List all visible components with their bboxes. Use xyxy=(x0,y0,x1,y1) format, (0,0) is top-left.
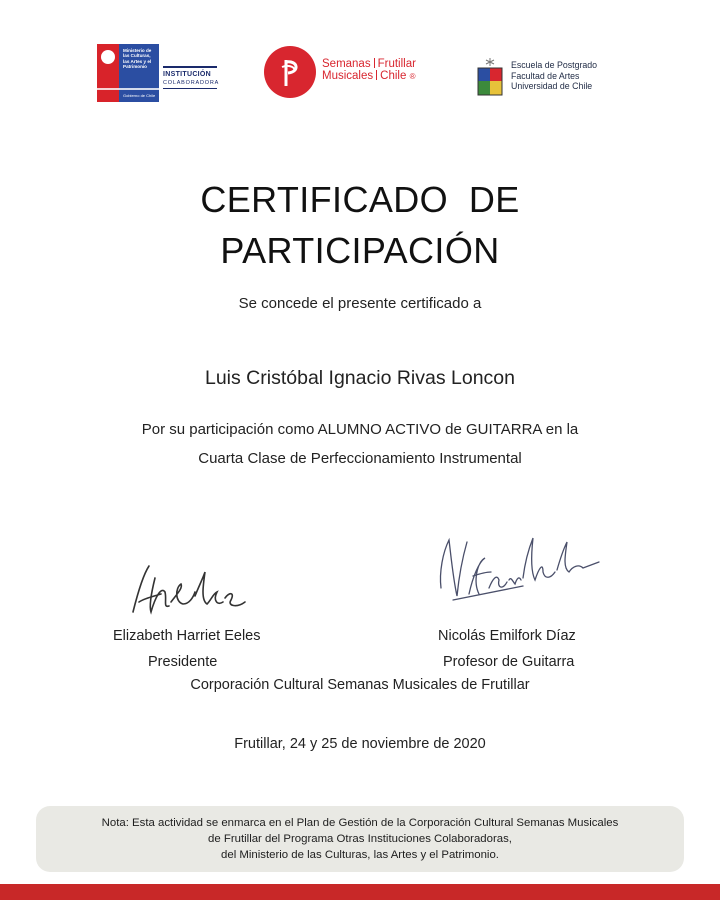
participation-text-line1: Por su participación como ALUMNO ACTIVO de GUITARRA en la xyxy=(141,421,579,438)
note-line-2: de Frutillar del Programa Otras Instituciones Colaboradoras, xyxy=(208,833,512,845)
ministerio-name: Ministerio de las Culturas, las Artes y el Patrimonio xyxy=(123,48,152,70)
uchile-shield-icon xyxy=(475,58,505,98)
ministerio-logo xyxy=(97,44,220,102)
gobierno-de-chile-emblem xyxy=(97,44,159,102)
semanas-musicales-wordmark: Semanas Frutillar Musicales Chile ® xyxy=(322,58,416,82)
concede-text: Se concede el presente certificado a xyxy=(238,295,482,312)
institucion-colaboradora-label: INSTITUCIÓN COLABORADORA xyxy=(163,66,217,89)
note-box xyxy=(36,806,684,872)
signer-role-1: Presidente xyxy=(148,654,218,670)
participation-text-line2: Cuarta Clase de Perfeccionamiento Instrumental xyxy=(198,450,522,467)
semanas-musicales-icon xyxy=(264,46,316,98)
recipient-name: Luis Cristóbal Ignacio Rivas Loncon xyxy=(204,367,515,389)
certificate-title: CERTIFICADO DE PARTICIPACIÓN xyxy=(200,179,520,271)
bottom-accent-bar xyxy=(0,884,720,900)
note-line-1: Nota: Esta actividad se enmarca en el Plan de Gestión de la Corporación Cultural Semanas Musicales xyxy=(101,817,619,829)
certificate-date: Frutillar, 24 y 25 de noviembre de 2020 xyxy=(234,736,486,752)
note-line-3: del Ministerio de las Culturas, las Artes y el Patrimonio. xyxy=(221,849,499,861)
signature-eeles xyxy=(125,558,255,620)
signer-name-2: Nicolás Emilfork Díaz xyxy=(438,628,576,644)
coat-of-arms-icon xyxy=(101,50,115,64)
semanas-musicales-logo xyxy=(264,46,436,100)
signature-emilfork xyxy=(433,532,601,612)
signer-role-2: Profesor de Guitarra xyxy=(443,654,575,670)
universidad-de-chile-logo xyxy=(475,44,605,100)
signer-name-1: Elizabeth Harriet Eeles xyxy=(113,628,261,644)
gobierno-footer: Gobierno de Chile xyxy=(123,93,156,98)
organization-name: Corporación Cultural Semanas Musicales de Frutillar xyxy=(190,677,530,693)
uchile-name: Escuela de Postgrado Facultad de Artes Universidad de Chile xyxy=(511,60,598,91)
